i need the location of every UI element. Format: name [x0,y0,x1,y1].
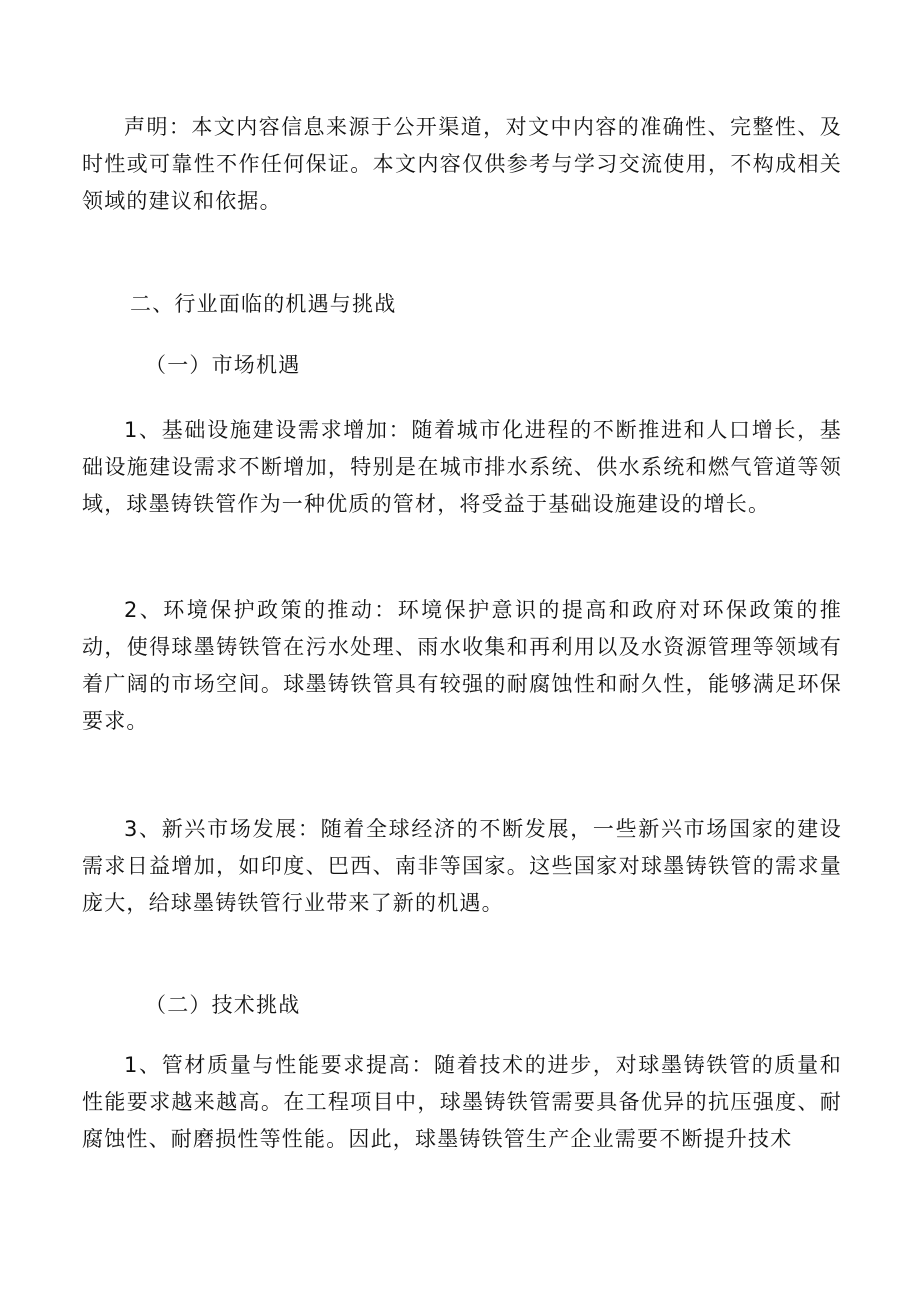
opportunity-item-3: 3、新兴市场发展：随着全球经济的不断发展，一些新兴市场国家的建设需求日益增加，如印度、巴西、南非等国家。这些国家对球墨铸铁管的需求量庞大，给球墨铸铁管行业带来了新的机遇。 [82,817,842,915]
opportunity-item-1: 1、基础设施建设需求增加：随着城市化进程的不断推进和人口增长，基础设施建设需求不断增加，特别是在城市排水系统、供水系统和燃气管道等领域，球墨铸铁管作为一种优质的管材，将受益于基础设施建设的增长。 [82,418,842,516]
subsection-title-market-opportunities: （一）市场机遇 [145,353,301,377]
subsection-title-technical-challenges: （二）技术挑战 [145,993,301,1017]
disclaimer-paragraph: 声明：本文内容信息来源于公开渠道，对文中内容的准确性、完整性、及时性或可靠性不作任何保证。本文内容仅供参考与学习交流使用，不构成相关领域的建议和依据。 [82,115,842,213]
opportunity-item-2: 2、环境保护政策的推动：环境保护意识的提高和政府对环保政策的推动，使得球墨铸铁管在污水处理、雨水收集和再利用以及水资源管理等领域有着广阔的市场空间。球墨铸铁管具有较强的耐腐蚀性和耐久性，能够满足环保要求。 [82,598,842,733]
challenge-item-1: 1、管材质量与性能要求提高：随着技术的进步，对球墨铸铁管的质量和性能要求越来越高。在工程项目中，球墨铸铁管需要具备优异的抗压强度、耐腐蚀性、耐磨损性等性能。因此，球墨铸铁管生产企业需要不断提升技术 [82,1053,842,1151]
section-title: 二、行业面临的机遇与挑战 [130,292,397,316]
